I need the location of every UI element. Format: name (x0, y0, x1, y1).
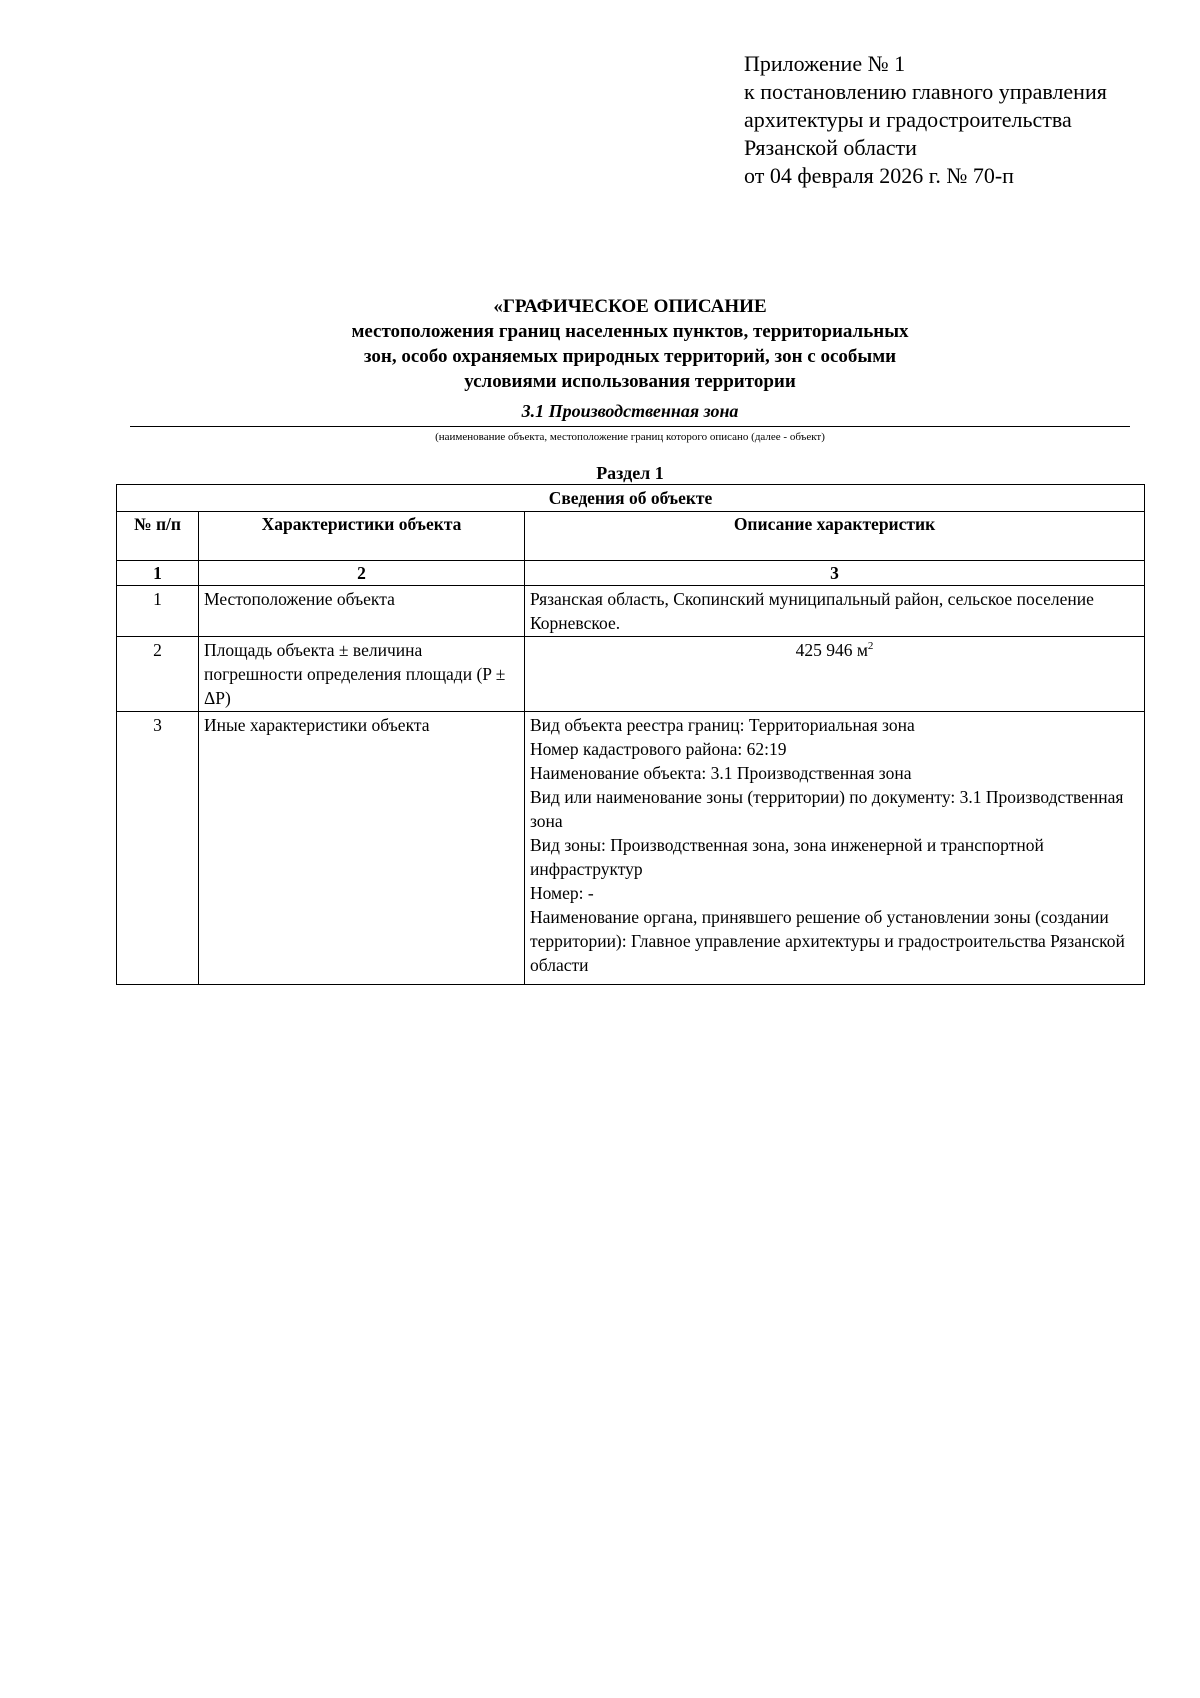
area-unit-superscript: 2 (867, 640, 874, 653)
row-number: 2 (117, 637, 199, 712)
title-line: местоположения границ населенных пунктов, территориальных (351, 321, 909, 342)
appendix-line: Приложение № 1 (744, 51, 906, 76)
object-underline (130, 426, 1130, 427)
column-number: 3 (525, 561, 1145, 586)
appendix-line: от 04 февраля 2026 г. № 70-п (744, 163, 1014, 188)
table-row (117, 637, 1145, 712)
column-number: 2 (199, 561, 525, 586)
document-title (130, 294, 1130, 394)
table-caption-row (117, 485, 1145, 512)
detail-line: Номер: - (530, 883, 594, 903)
row-details (525, 712, 1145, 985)
row-number: 1 (117, 586, 199, 637)
detail-line: Номер кадастрового района: 62:19 (530, 739, 787, 759)
area-value: 425 946 м (795, 640, 868, 660)
row-area-value (525, 637, 1145, 712)
row-characteristic: Местоположение объекта (199, 586, 525, 637)
table-row (117, 586, 1145, 637)
appendix-line: Рязанской области (744, 135, 917, 160)
section-title: Раздел 1 (596, 463, 664, 483)
table-header-row (117, 512, 1145, 561)
object-info-table (116, 484, 1145, 985)
object-name: 3.1 Производственная зона (521, 401, 739, 421)
header-characteristic: Характеристики объекта (199, 512, 525, 561)
title-line: условиями использования территории (464, 371, 796, 392)
detail-line: Вид объекта реестра границ: Территориальная зона (530, 715, 915, 735)
detail-line: Вид зоны: Производственная зона, зона инженерной и транспортной инфраструктур (530, 835, 1044, 879)
row-characteristic: Иные характеристики объекта (199, 712, 525, 985)
title-line: «ГРАФИЧЕСКОЕ ОПИСАНИЕ (493, 296, 767, 317)
object-caption: (наименование объекта, местоположение границ которого описано (далее - объект) (435, 431, 825, 443)
detail-line: Наименование объекта: 3.1 Производственная зона (530, 763, 912, 783)
detail-line: Наименование органа, принявшего решение об установлении зоны (создании территории): Главное управление архитектуры и градостроительства Рязанской области (530, 907, 1125, 975)
table-row (117, 712, 1145, 985)
row-characteristic: Площадь объекта ± величина погрешности определения площади (P ± ΔP) (199, 637, 525, 712)
table-caption: Сведения об объекте (117, 485, 1145, 512)
title-line: зон, особо охраняемых природных территорий, зон с особыми (363, 346, 897, 367)
detail-line: Вид или наименование зоны (территории) по документу: 3.1 Производственная зона (530, 787, 1124, 831)
header-description: Описание характеристик (525, 512, 1145, 561)
row-description: Рязанская область, Скопинский муниципальный район, сельское поселение Корневское. (525, 586, 1145, 637)
column-numbers-row (117, 561, 1145, 586)
header-number: № п/п (117, 512, 199, 561)
appendix-line: к постановлению главного управления (744, 79, 1107, 104)
appendix-header (744, 50, 1107, 190)
column-number: 1 (117, 561, 199, 586)
appendix-line: архитектуры и градостроительства (744, 107, 1072, 132)
row-number: 3 (117, 712, 199, 985)
